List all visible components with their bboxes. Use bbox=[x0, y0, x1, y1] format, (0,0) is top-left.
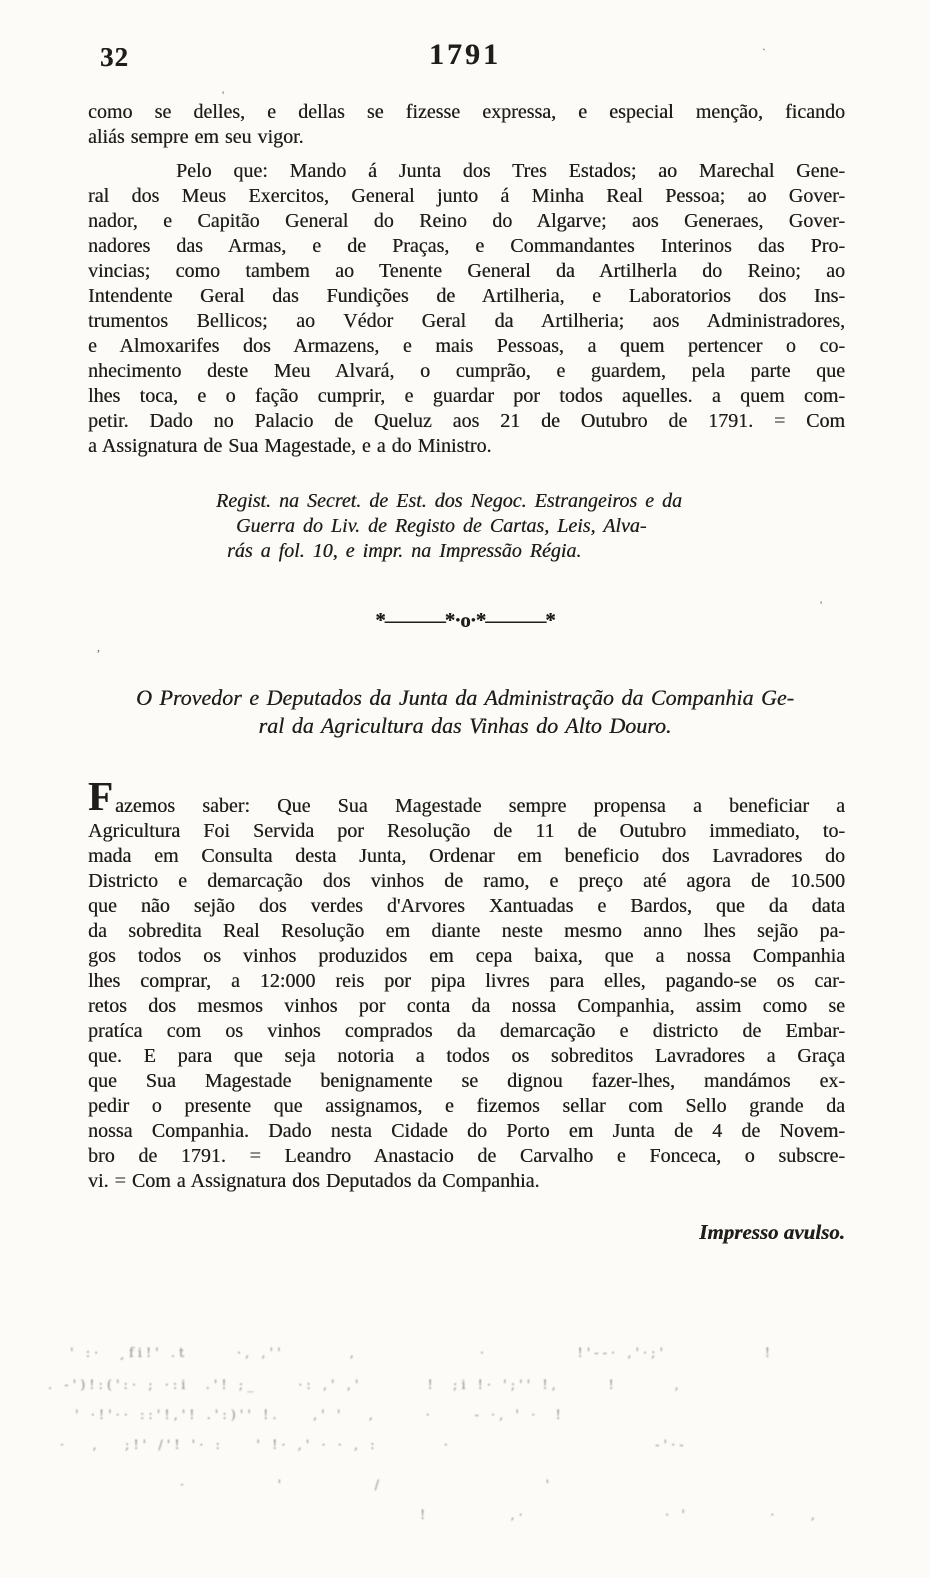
text-line: a Assignatura de Sua Magestade, e a do Ministro. bbox=[88, 435, 492, 457]
text-line: que Sua Magestade benignamente se dignou fazer-lhes, mandámos ex- bbox=[88, 1070, 845, 1092]
show-through-noise: ! ,· · ' · , bbox=[420, 1508, 820, 1523]
show-through-noise: . -')!:(':· ; ·:i .'! ;_ ·: ,' ,' ! ;i !· ';'' !, ! , bbox=[48, 1378, 683, 1393]
text-line: Regist. na Secret. de Est. dos Negoc. Estrangeiros e da bbox=[216, 490, 683, 512]
text-line: vi. = Com a Assignatura dos Deputados da Companhia. bbox=[88, 1170, 540, 1192]
proclamation-heading bbox=[55, 684, 875, 740]
text-line: petir. Dado no Palacio de Queluz aos 21 de Outubro de 1791. = Com bbox=[88, 410, 845, 432]
text-line: Districto e demarcação dos vinhos de ramo, e preço até agora de 10.500 bbox=[88, 870, 845, 892]
show-through-noise: ' :· ¸fi!' .t ·, ,'' , · !'--· ,'·;' ! bbox=[70, 1346, 774, 1361]
text-line: retos dos mesmos vinhos por conta da nossa Companhia, assim como se bbox=[88, 995, 845, 1017]
text-line: como se delles, e dellas se fizesse expressa, e especial menção, ficando bbox=[88, 101, 845, 123]
text-line: nador, e Capitão General do Reino do Algarve; aos Generaes, Gover- bbox=[88, 210, 845, 232]
ink-speck: ` bbox=[762, 46, 766, 60]
text-line: Pelo que: Mando á Junta dos Tres Estados; ao Marechal Gene- bbox=[176, 160, 845, 182]
text-line: mada em Consulta desta Junta, Ordenar em beneficio dos Lavradores do bbox=[88, 845, 845, 867]
text-line: lhes comprar, a 12:000 reis por pipa livres para elles, pagando-se os car- bbox=[88, 970, 845, 992]
show-through-noise: ' ·!'·· ::'!,'! .':)'' !. ,' ' , · - ·, ' · ! bbox=[75, 1408, 565, 1423]
text-line: e Almoxarifes dos Armazens, e mais Pessoas, a quem pertencer o co- bbox=[88, 335, 845, 357]
text-line: Agricultura Foi Servida por Resolução de 11 de Outubro immediato, to- bbox=[88, 820, 845, 842]
drop-cap: F bbox=[88, 773, 114, 819]
heading-line: O Provedor e Deputados da Junta da Administração da Companhia Ge- bbox=[136, 685, 794, 710]
opening-paragraph bbox=[88, 100, 845, 150]
text-line: nossa Companhia. Dado nesta Cidade do Porto em Junta de 4 de Novem- bbox=[88, 1120, 845, 1142]
text-line: trumentos Bellicos; ao Védor Geral da Artilheria; aos Administradores, bbox=[88, 310, 845, 332]
divider-ornament: *———*·o·*———* bbox=[375, 608, 555, 632]
text-line: da sobredita Real Resolução em diante neste mesmo anno lhes sejão pa- bbox=[88, 920, 845, 942]
text-line: rás a fol. 10, e impr. na Impressão Régia. bbox=[227, 540, 582, 562]
text-line: que. E para que seja notoria a todos os sobreditos Lavradores a Graça bbox=[88, 1045, 845, 1067]
text-line: que não sejão dos verdes d'Arvores Xantuadas e Bardos, que da data bbox=[88, 895, 845, 917]
text-line: nhecimento deste Meu Alvará, o cumprão, e guardem, pela parte que bbox=[88, 360, 845, 382]
page-number: 32 bbox=[100, 42, 129, 72]
text-line-content: azemos saber: Que Sua Magestade sempre propensa a beneficiar a bbox=[115, 795, 845, 817]
heading-line: ral da Agricultura das Vinhas do Alto Douro. bbox=[258, 713, 672, 738]
show-through-noise: · ' / ' bbox=[180, 1478, 554, 1493]
show-through-noise: · , ;!' /'! '· : ' !· ,' · · , : · -'·- bbox=[60, 1438, 688, 1453]
ink-speck: ' bbox=[222, 88, 225, 102]
ink-speck: ' bbox=[820, 598, 823, 612]
text-line: lhes toca, e o fação cumprir, e guardar por todos aquelles. a quem com- bbox=[88, 385, 845, 407]
registration-note bbox=[88, 489, 845, 564]
ink-speck: , bbox=[97, 640, 100, 654]
text-line: Guerra do Liv. de Registo de Cartas, Leis, Alva- bbox=[236, 515, 647, 537]
year-header: 1791 bbox=[429, 38, 501, 71]
text-line: gos todos os vinhos produzidos em cepa baixa, que a nossa Companhia bbox=[88, 945, 845, 967]
text-line: Intendente Geral das Fundições de Artilheria, e Laboratorios dos Ins- bbox=[88, 285, 845, 307]
text-line: bro de 1791. = Leandro Anastacio de Carvalho e Fonceca, o subscre- bbox=[88, 1145, 845, 1167]
text-line: pratíca com os vinhos comprados da demarcação e districto de Embar- bbox=[88, 1020, 845, 1042]
text-line: nadores das Armas, e de Praças, e Commandantes Interinos das Pro- bbox=[88, 235, 845, 257]
text-line bbox=[88, 773, 845, 819]
proclamation-body bbox=[88, 773, 845, 1194]
decree-paragraph bbox=[88, 159, 845, 459]
imprint-note: Impresso avulso. bbox=[699, 1220, 845, 1244]
text-line: pedir o presente que assignamos, e fizemos sellar com Sello grande da bbox=[88, 1095, 845, 1117]
text-line: ral dos Meus Exercitos, General junto á Minha Real Pessoa; ao Gover- bbox=[88, 185, 845, 207]
text-line: aliás sempre em seu vigor. bbox=[88, 126, 304, 148]
text-line: vincias; como tambem ao Tenente General da Artilherla do Reino; ao bbox=[88, 260, 845, 282]
